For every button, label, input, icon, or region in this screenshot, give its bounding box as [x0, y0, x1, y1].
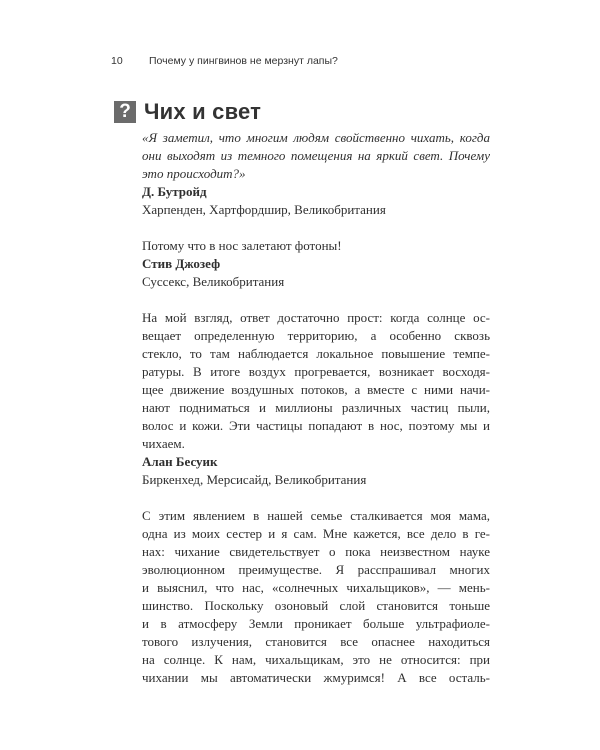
running-head: [111, 55, 338, 67]
article-body: [142, 129, 490, 687]
answer-line: Потому что в нос залетают фотоны!: [142, 238, 342, 253]
answer-line: ратуры. В итоге воздух прогревается, возникает восходя-: [142, 364, 490, 379]
question-line: «Я заметил, что многим людям свойственно чихать, когда: [142, 130, 490, 145]
answer-line: С этим явлением в нашей семье сталкивается моя мама,: [142, 508, 490, 523]
reader-question: [142, 129, 490, 183]
answer-location: Суссекс, Великобритания: [142, 274, 285, 289]
question-line: они выходят из темного помещения на яркий свет. Почему: [142, 148, 490, 163]
answer-line: и в атмосферу Земли проникает больше ультрафиоле-: [142, 616, 490, 631]
answer-line: чихании мы автоматически жмуримся! А все осталь-: [142, 670, 490, 685]
answer-line: и выяснил, что нас, «солнечных чихальщиков», — мень-: [142, 580, 490, 595]
answer-line: одна из моих сестер и я сам. Мне кажется, все дело в ге-: [142, 526, 490, 541]
answer-line: стекло, то там наблюдается локальное повышение темпе-: [142, 346, 490, 361]
answer-line: чихаем.: [142, 436, 185, 451]
answer-line: На мой взгляд, ответ достаточно прост: когда солнце ос-: [142, 310, 490, 325]
answer-text: [142, 309, 490, 453]
answer-text: [142, 237, 490, 255]
answer-line: тового излучения, становится все опаснее находиться: [142, 634, 490, 649]
answer-line: эволюционном преимуществе. Я расспрашивал многих: [142, 562, 490, 577]
answer-line: щее движение воздушных потоков, а вместе с ними начи-: [142, 382, 490, 397]
answer-line: шинство. Поскольку озоновый слой становится тоньше: [142, 598, 490, 613]
answer-text: [142, 507, 490, 687]
answer-line: нают подниматься и миллионы различных частиц пыли,: [142, 400, 490, 415]
section-title: Чих и свет: [144, 99, 262, 124]
answer-author: Стив Джозеф: [142, 256, 221, 271]
answer-line: вещает определенную территорию, а особенно сквозь: [142, 328, 490, 343]
answer-line: волос и кожи. Эти частицы попадают в нос, поэтому мы и: [142, 418, 490, 433]
question-author: Д. Бутройд: [142, 184, 207, 199]
section-heading: [114, 99, 261, 125]
answer-author: Алан Бесуик: [142, 454, 218, 469]
question-mark-icon: ?: [114, 101, 136, 123]
question-location: Харпенден, Хартфордшир, Великобритания: [142, 202, 386, 217]
answer-line: на солнце. К нам, чихальщикам, это не относится: при: [142, 652, 490, 667]
answer-location: Биркенхед, Мерсисайд, Великобритания: [142, 472, 367, 487]
page-number: 10: [111, 55, 123, 67]
answer-line: нах: чихание свидетельствует о пока неизвестном науке: [142, 544, 490, 559]
question-line: это происходит?»: [142, 166, 246, 181]
book-title: Почему у пингвинов не мерзнут лапы?: [149, 55, 338, 67]
